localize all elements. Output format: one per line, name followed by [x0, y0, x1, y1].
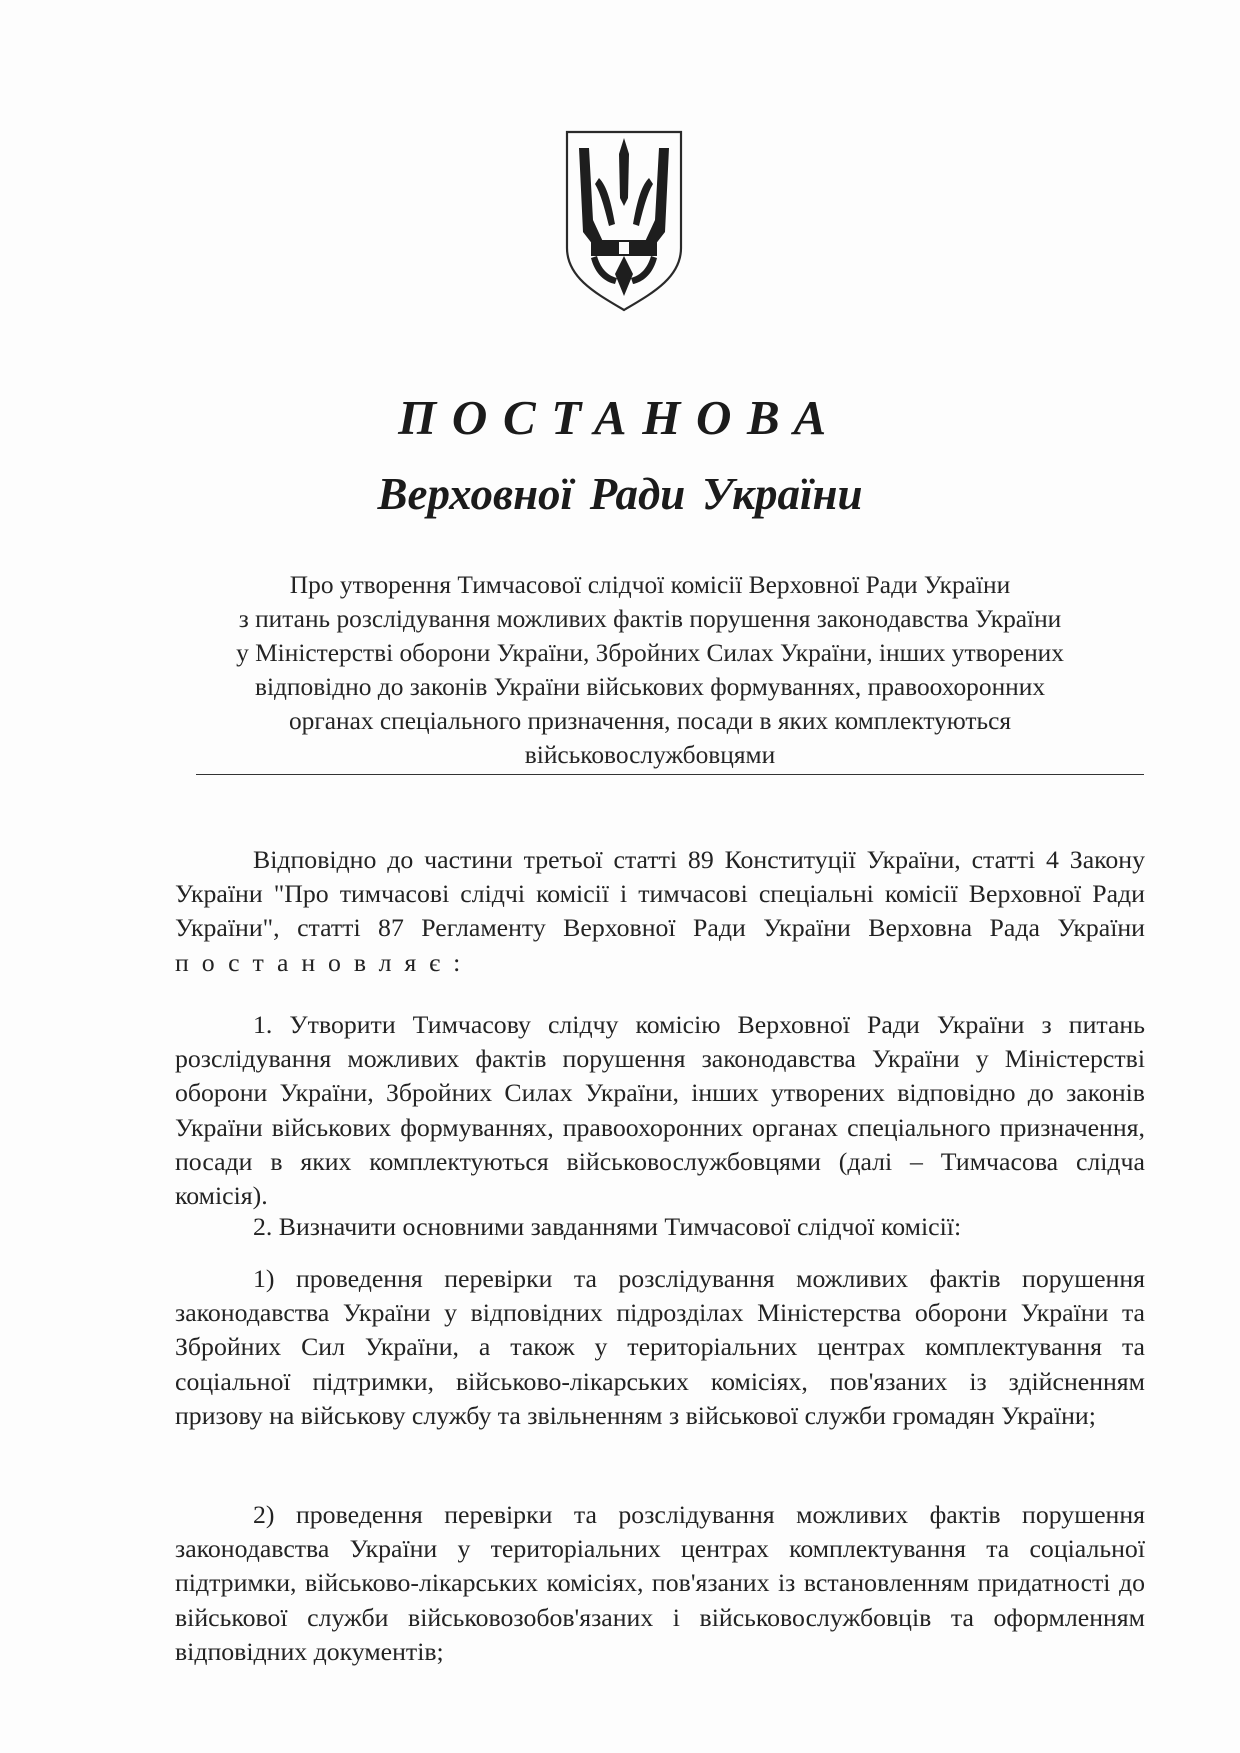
heading-line-4: відповідно до законів України військових формуваннях, правоохоронних	[254, 673, 1046, 701]
heading-line-3: у Міністерстві оборони України, Збройних Силах України, інших утворених	[236, 639, 1064, 667]
preamble-text: Відповідно до частини третьої статті 89 Конституції України, статті 4 Закону України "Про тимчасові слідчі комісії і тимчасові спеціальні комісії Верховної Ради України", статті 87 Регламенту Верховної Ради України Верховна Рада України	[175, 845, 1145, 943]
trident-coat-of-arms-icon	[563, 128, 685, 312]
heading-underline	[196, 774, 1144, 775]
heading-line-2: з питань розслідування можливих фактів порушення законодавства України	[238, 605, 1062, 633]
item-2-2-paragraph: 2) проведення перевірки та розслідування можливих фактів порушення законодавства України у територіальних центрах комплектування та соціальної підтримки, військово-лікарських комісіях, пов'язаних із встановленням придатності до військової служби військовозобов'язаних і військовослужбовців та оформленням відповідних документів;	[175, 1500, 1145, 1666]
item-1-paragraph: 1. Утворити Тимчасову слідчу комісію Верховної Ради України з питань розслідування можливих фактів порушення законодавства України у Міністерстві оборони України, Збройних Силах України, інших утворених відповідно до законів України військових формуваннях, правоохоронних органах спеціального призначення, посади в яких комплектуються військовослужбовцями (далі – Тимчасова слідча комісія).	[175, 1010, 1145, 1211]
heading-line-1: Про утворення Тимчасової слідчої комісії Верховної Ради України	[289, 571, 1011, 599]
document-title: ПОСТАНОВА	[398, 390, 842, 445]
document-subtitle: Верховної Ради України	[377, 469, 863, 519]
heading-line-5: органах спеціального призначення, посади в яких комплектуються	[288, 707, 1012, 735]
item-2-1-paragraph: 1) проведення перевірки та розслідування можливих фактів порушення законодавства України у відповідних підрозділах Міністерства оборони України та Збройних Сил України, а також у територіальних центрах комплектування та соціальної підтримки, військово-лікарських комісіях, пов'язаних із здійсненням призову на військову службу та звільненням з військової служби громадян України;	[175, 1264, 1145, 1430]
preamble-paragraph	[175, 843, 1145, 980]
document-heading	[180, 568, 1120, 772]
heading-line-6: військовослужбовцями	[524, 741, 776, 769]
preamble-decree: постановляє:	[175, 947, 474, 977]
item-2-paragraph: 2. Визначити основними завданнями Тимчасової слідчої комісії:	[253, 1212, 962, 1241]
